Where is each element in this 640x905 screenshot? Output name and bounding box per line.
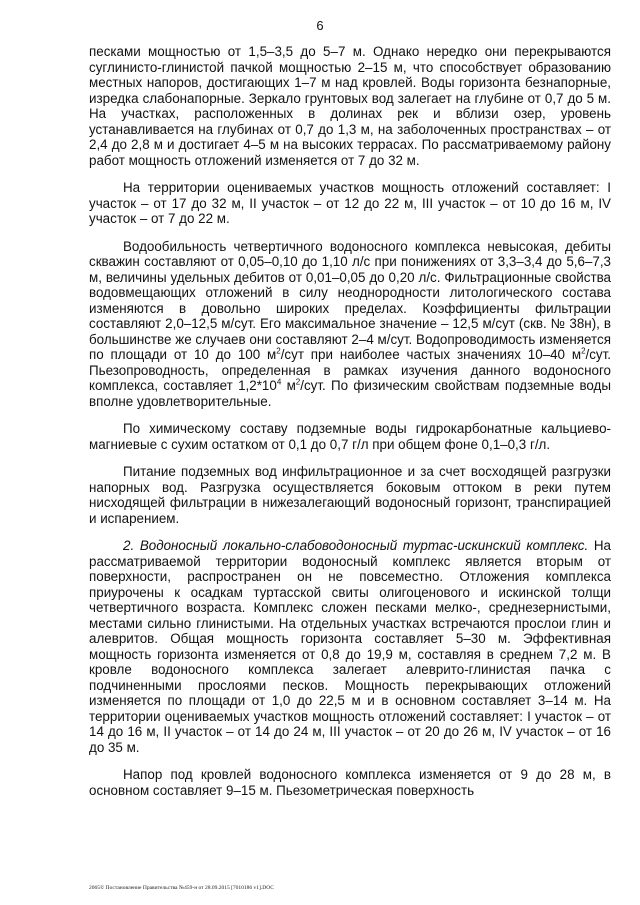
document-footer: 2065© Постановление Правительства №459-н от 28.09.2015 [7010186 v1].DOC (89, 885, 274, 891)
page-number: 6 (316, 18, 324, 33)
paragraph-chemical-composition: По химическому составу подземные воды гидрокарбонатные кальциево-магниевые с сухим остатком от 0,1 до 0,7 г/л при общем фоне 0,1–0,3 г/л. (89, 421, 611, 452)
paragraph-turtas-complex (89, 538, 611, 755)
page-content (89, 44, 611, 810)
water-yield-text-3: /сут. Пьезопроводность, определенная в рамках изучения данного водоносного комплекса, составляет 1,2*10 (89, 347, 611, 393)
superscript-3: 4 (276, 377, 282, 387)
paragraph-site-thickness: На территории оцениваемых участков мощность отложений составляет: I участок – от 17 до 32 м, II участок – от 12 до 22 м, III участок – от 10 до 16 м, IV участок – от 7 до 22 м. (89, 180, 611, 226)
water-yield-text-5: /сут. По физическим свойствам подземные воды вполне удовлетворительные. (89, 378, 611, 409)
water-yield-text-1: Водообильность четвертичного водоносного комплекса невысокая, дебиты скважин составляют от 0,05–0,10 до 1,10 л/с при понижениях от 3,3–3,4 до 5,6–7,3 м, величины удельных дебитов от 0,01–0,05 до 0,20 л/с. Фильтрационные свойства водовмещающих отложений в силу неоднородности литологического состава изменяются в довольно широких пределах. Коэффициенты фильтрации составляют 2,0–12,5 м/сут. Его максимальное значение – 12,5 м/сут (скв. № 38н), в большинстве же случаев они составляют 2–4 м/сут. Водопроводимость изменяется по площади от 10 до 100 м (89, 238, 611, 362)
paragraph-recharge: Питание подземных вод инфильтрационное и за счет восходящей разгрузки напорных вод. Разгрузка осуществляется боковым оттоком в реки путем нисходящей фильтрации в нижезалегающий водоносный горизонт, транспирацией и испарением. (89, 464, 611, 526)
superscript-4: 2 (295, 377, 301, 387)
superscript-1: 2 (276, 346, 281, 356)
water-yield-text-2: /сут при наиболее частых значениях 10–40 м (280, 347, 582, 362)
paragraph-pressure: Напор под кровлей водоносного комплекса изменяется от 9 до 28 м, в основном составляет 9–15 м. Пьезометрическая поверхность (89, 767, 611, 798)
turtas-complex-text: На рассматриваемой территории водоносный комплекс является вторым от поверхности, распространен он не повсеместно. Отложения комплекса приурочены к осадкам туртасской свиты олигоценового и искинской толщи четвертичного возраста. Комплекс сложен песками мелко-, среднезернистыми, местами сильно глинистыми. На отдельных участках встречаются прослои глин и алевритов. Общая мощность горизонта составляет 5–30 м. Эффективная мощность горизонта изменяется от 0,8 до 19,9 м, составляя в среднем 7,2 м. В кровле водоносного комплекса залегает алеврито-глинистая пачка с подчиненными прослоями песков. Мощность перекрывающих отложений изменяется по площади от 1,0 до 22,5 м и в основном составляет 3–14 м. На территории оцениваемых участков мощность отложений составляет: I участок – от 14 до 16 м, II участок – от 14 до 24 м, III участок – от 20 до 26 м, IV участок – от 16 до 35 м. (89, 538, 612, 755)
paragraph-sand-thickness: песками мощностью от 1,5–3,5 до 5–7 м. Однако нередко они перекрываются суглинисто-глинистой пачкой мощностью 2–15 м, что способствует образованию местных напоров, достигающих 1–7 м над кровлей. Воды горизонта безнапорные, изредка слабонапорные. Зеркало грунтовых вод залегает на глубине от 0,7 до 5 м. На участках, расположенных в долинах рек и вблизи озер, уровень устанавливается на глубинах от 0,7 до 1,3 м, на заболоченных пространствах – от 2,4 до 2,8 м и достигает 4–5 м на высоких террасах. По рассматриваемому району работ мощность отложений изменяется от 7 до 32 м. (89, 44, 611, 168)
paragraph-water-yield (89, 239, 611, 410)
superscript-2: 2 (581, 346, 586, 356)
section-heading: 2. Водоносный локально-слабоводоносный туртас-искинский комплекс. (123, 538, 589, 553)
water-yield-text-4: м (281, 378, 296, 393)
